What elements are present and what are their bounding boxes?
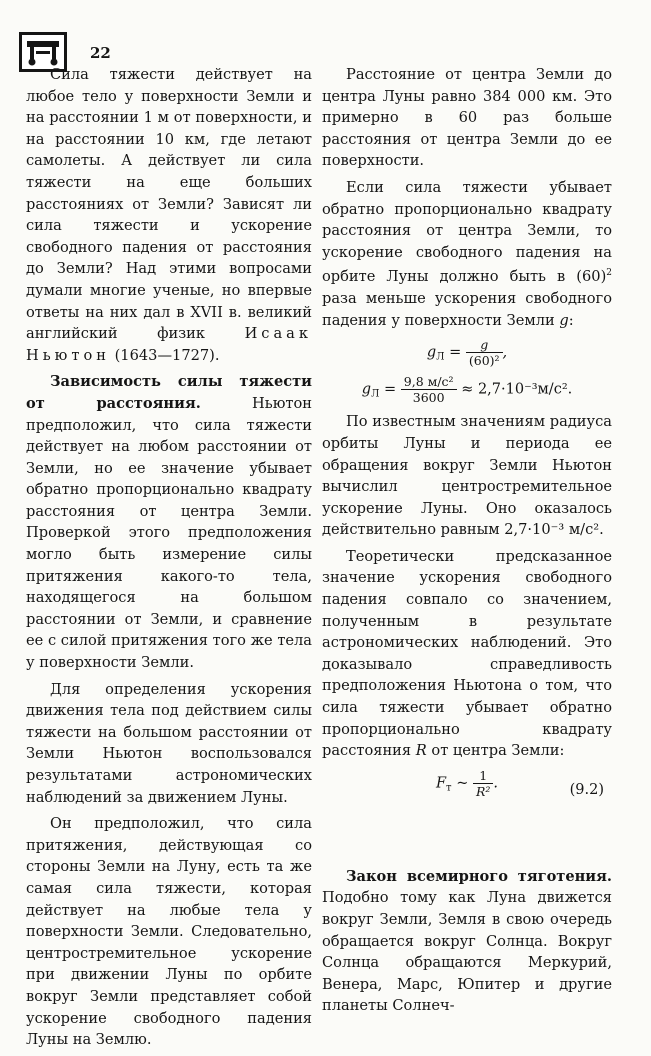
paragraph-intro: [26, 64, 312, 366]
paragraph-distance: Расстояние от центра Земли до центра Луны равно 384 000 км. Это примерно в 60 раз больше расстояния от центра Земли до ее поверхности.: [322, 66, 612, 170]
formula-moon-gravity-value: [322, 374, 612, 405]
fraction-denominator: 3600: [412, 390, 445, 406]
fraction-numerator: 9,8 м/с²: [401, 374, 457, 390]
paragraph-moon: Он предположил, что сила притяжения, действующая со стороны Земли на Луну, есть та же самая сила тяжести, которая действует на любые тела у поверхности Земли. Следовательно, центростремительное ускорение при движении Луны по орбите вокруг Земли представляет собой ускорение свободного падения Луны на Землю.: [26, 815, 312, 1049]
fraction-numerator: g: [466, 337, 503, 353]
newton-years: (1643—1727).: [114, 346, 220, 364]
equation-number: (9.2): [569, 781, 604, 798]
newton-name: Исаак Ньютон: [26, 325, 312, 364]
formula-proportional: ~: [456, 775, 469, 792]
paragraph-dependence: [26, 371, 312, 673]
page-number: 22: [90, 44, 111, 62]
superscript: 2: [606, 268, 612, 279]
universal-gravitation-text: Подобно тому как Луна движется вокруг Земли, Земля в свою очередь обращается вокруг Солнца. Вокруг Солнца обращаются Меркурий, Венера, Марс, Юпитер и другие планеты Солнеч-: [322, 889, 612, 1015]
punct: :: [568, 311, 574, 329]
formula-eq: =: [449, 344, 462, 361]
dependence-text: Ньютон предположил, что сила тяжести действует на любом расстоянии от Земли, но ее значение убывает обратно пропорционально квадрату расстояния от центра Земли. Проверкой этого предположения могло быть измерение силы притяжения какого-то тела, находящегося на большом расстоянии от Земли, и сравнение ее с силой притяжения того же тела у поверхности Земли.: [26, 394, 313, 672]
theory-text-2: от центра Земли:: [426, 742, 565, 760]
formula-subscript: т: [446, 782, 452, 794]
theory-text: Теоретически предсказанное значение ускорения свободного падения совпало со значением, полученным в результате астрономических наблюдений. Это доказывало справедливость предположения Ньютона о том, что сила тяжести убывает обратно пропорционально квадрату расстояния: [322, 547, 612, 760]
intro-text: Сила тяжести действует на любое тело у поверхности Земли и на расстоянии 1 м от поверхности, и на расстоянии 10 км, где летают самолеты. А действует ли сила тяжести на еще больших расстояниях от Земли? Зависят ли сила тяжести и ускорение свободного падения от расстояния до Земли? Над этими вопросами думали многие ученые, но впервые ответы на них дал в XVII в. великий английский физик: [26, 66, 312, 343]
fraction-denominator: R²: [475, 783, 491, 799]
formula-fraction: [473, 768, 493, 799]
formula-9-2: [322, 768, 612, 812]
formula-eq: =: [384, 381, 397, 398]
inverse-square-text: Если сила тяжести убывает обратно пропорционально квадрату расстояния от центра Земли, то ускорение свободного падения на орбите Луны должно быть в (60): [322, 178, 612, 286]
formula-tail: .: [493, 775, 499, 792]
paragraph-universal-gravitation: [322, 866, 612, 1017]
formula-lhs: g: [426, 344, 437, 361]
paragraph-inverse-square: [322, 177, 612, 331]
formula-fraction: [401, 374, 457, 405]
paragraph-acceleration: Для определения ускорения движения тела под действием силы тяжести на большом расстоянии от Земли Ньютон воспользовался результатами астрономических наблюдений за движением Луны.: [26, 680, 312, 806]
formula-lhs: g: [361, 381, 372, 398]
inverse-square-text-2: раза меньше ускорения свободного падения у поверхности Земли: [322, 289, 612, 329]
left-column: [26, 64, 312, 1056]
formula-tail: ,: [502, 344, 508, 361]
fraction-denominator: (60)²: [468, 353, 500, 369]
right-column: [322, 64, 612, 1022]
fraction-numerator: 1: [473, 768, 493, 784]
paragraph-theory-confirmed: [322, 546, 612, 762]
formula-result: ≈ 2,7·10⁻³м/с².: [461, 381, 573, 398]
paragraph-newton-calculation: По известным значениям радиуса орбиты Луны и периода ее обращения вокруг Земли Ньютон вычислил центростремительное ускорение Луны. Оно оказалось действительно равным 2,7·10⁻³ м/с².: [322, 413, 612, 539]
formula-fraction: [466, 337, 503, 368]
formula-lhs: F: [435, 775, 447, 792]
section-heading-dependence: Зависимость силы тяжести от расстояния.: [26, 373, 312, 412]
formula-subscript: Л: [436, 351, 445, 363]
section-heading-universal-gravitation: Закон всемирного тяготения.: [346, 867, 612, 885]
variable-r: R: [415, 742, 427, 760]
formula-subscript: Л: [371, 388, 380, 400]
variable-g: g: [559, 311, 569, 329]
formula-moon-gravity: [322, 337, 612, 368]
